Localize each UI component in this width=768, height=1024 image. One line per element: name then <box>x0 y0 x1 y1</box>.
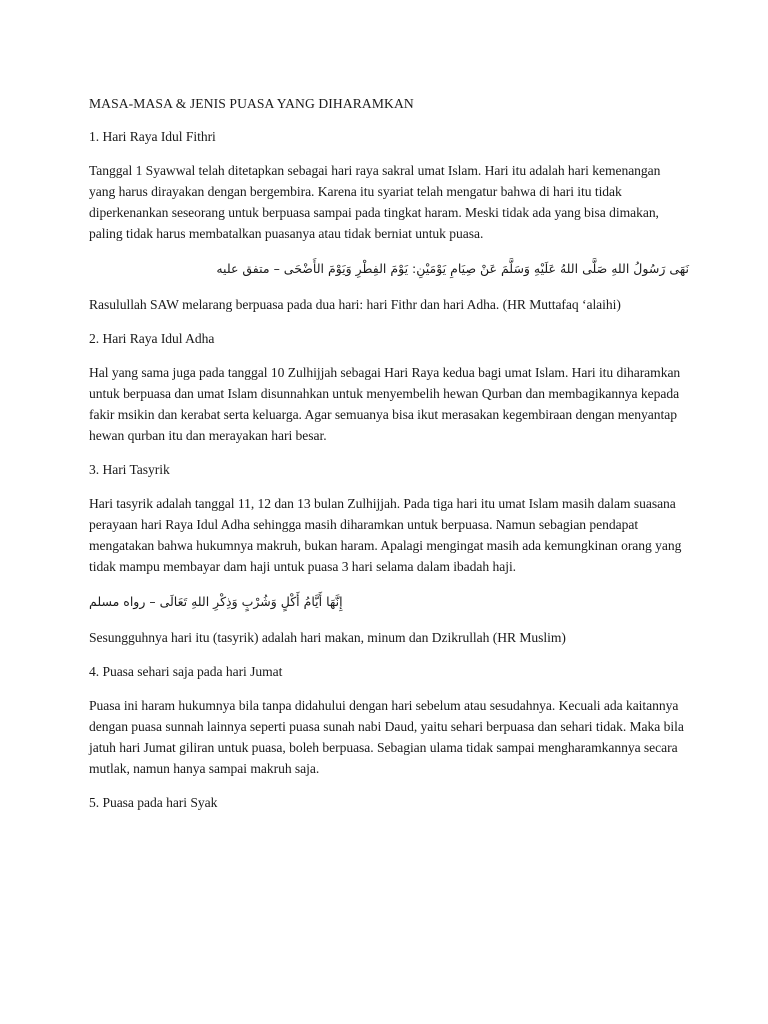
section-paragraph-jumat: Puasa ini haram hukumnya bila tanpa didahului dengan hari sebelum atau sesudahnya. Kecuali ada kaitannya dengan puasa sunnah lainnya seperti puasa sunah nabi Daud, yaitu sehari berpuasa dan sehari tidak. Maka bila jatuh hari Jumat giliran untuk puasa, boleh berpuasa. Sebagian ulama tidak sampai mengharamkannya secara mutlak, namun hanya sampai makruh saja. <box>89 698 684 776</box>
hadith-translation-idul-fithri: Rasulullah SAW melarang berpuasa pada dua hari: hari Fithr dan hari Adha. (HR Muttafaq ‘alaihi) <box>89 297 621 312</box>
hadith-arabic-tasyrik: إِنَّهَا أَيَّامُ أَكْلٍ وَشُرْبٍ وَذِكْرِ اللهِ تَعَالَى – رواه مسلم <box>89 594 343 609</box>
hadith-arabic-idul-fithri: نَهَى رَسُولُ اللهِ صَلَّى اللهُ عَلَيْهِ وَسَلَّمَ عَنْ صِيَامِ يَوْمَيْنِ: يَوْمَ الفِطْرِ وَيَوْمَ الأَضْحَى – متفق عليه <box>216 261 689 276</box>
section-heading-idul-adha: 2. Hari Raya Idul Adha <box>89 331 215 346</box>
section-paragraph-idul-adha: Hal yang sama juga pada tanggal 10 Zulhijjah sebagai Hari Raya kedua bagi umat Islam. Hari itu diharamkan untuk berpuasa dan umat Islam disunnahkan untuk menyembelih hewan Qurban dan membagikannya kepada fakir msikin dan kerabat serta keluarga. Agar semuanya bisa ikut merasakan kegembiraan dengan menyantap hewan qurban itu dan merayakan hari besar. <box>89 365 681 443</box>
section-paragraph-tasyrik: Hari tasyrik adalah tanggal 11, 12 dan 13 bulan Zulhijjah. Pada tiga hari itu umat Islam masih dalam suasana perayaan hari Raya Idul Adha sehingga masih diharamkan untuk berpuasa. Namun sebagian pendapat mengatakan bahwa hukumnya makruh, bukan haram. Apalagi mengingat masih ada kemungkinan orang yang tidak mampu membayar dam haji untuk puasa 3 hari selama dalam ibadah haji. <box>89 496 682 574</box>
section-heading-idul-fithri: 1. Hari Raya Idul Fithri <box>89 129 216 144</box>
section-heading-jumat: 4. Puasa sehari saja pada hari Jumat <box>89 664 283 679</box>
document-title: MASA-MASA & JENIS PUASA YANG DIHARAMKAN <box>89 96 414 111</box>
section-paragraph-idul-fithri: Tanggal 1 Syawwal telah ditetapkan sebagai hari raya sakral umat Islam. Hari itu adalah hari kemenangan yang harus dirayakan dengan bergembira. Karena itu syariat telah mengatur bahwa di hari itu tidak diperkenankan seseorang untuk berpuasa sampai pada tingkat haram. Meski tidak ada yang bisa dimakan, paling tidak harus membatalkan puasanya atau tidak berniat untuk puasa. <box>89 163 661 241</box>
section-heading-syak: 5. Puasa pada hari Syak <box>89 795 218 810</box>
section-heading-tasyrik: 3. Hari Tasyrik <box>89 462 170 477</box>
document-page <box>89 93 689 826</box>
hadith-translation-tasyrik: Sesungguhnya hari itu (tasyrik) adalah hari makan, minum dan Dzikrullah (HR Muslim) <box>89 630 566 645</box>
